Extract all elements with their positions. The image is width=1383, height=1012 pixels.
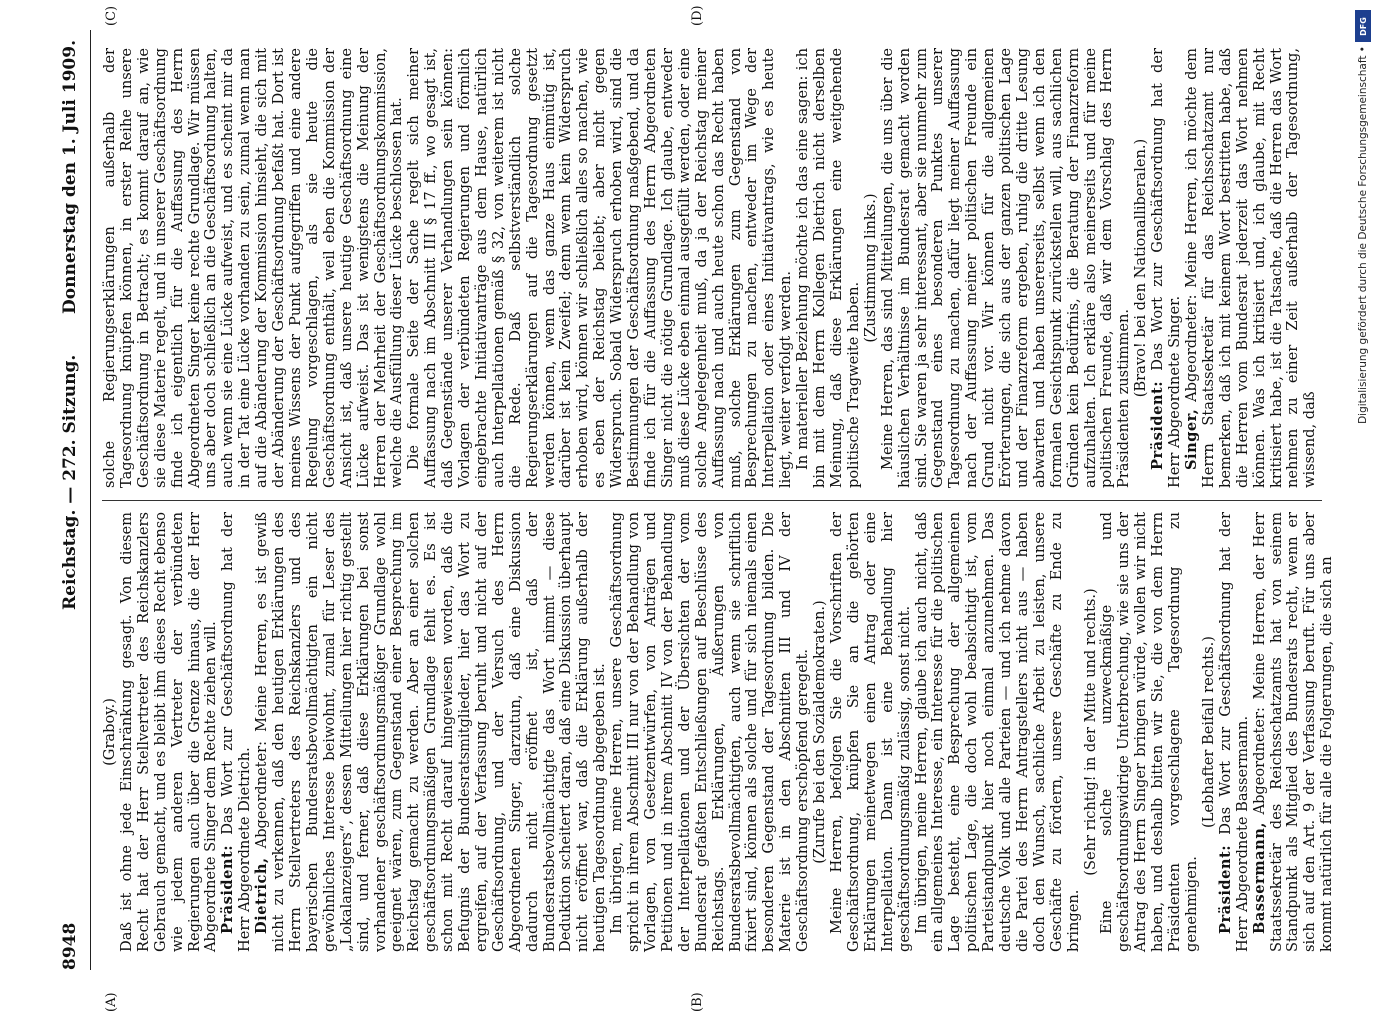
paragraph bbox=[1150, 48, 1184, 488]
paragraph bbox=[812, 512, 829, 952]
paragraph-text: solche Regierungserklärungen außerhalb der Tagesordnung knüpfen können, in erster Reihe unsere Geschäftsordnung in Betracht; es kommt darauf an, wie sie diese Materie regelt, und in unserer Geschäftsordnung finde ich eigentlich für die Auffassung des Herrn Abgeordneten Singer keine rechte Grundlage. Wir müssen uns aber doch schließlich an die Geschäftsordnung halten, auch wenn sie eine Lücke aufweist, und es scheint mir da in der Tat eine Lücke vorhanden zu sein, zumal wenn man auf die Abänderung der Kommission hinsieht, die sich mit der Abänderung der Geschäftsordnung befaßt hat. Dort ist meines Wissens der Punkt aufgegriffen und eine andere Regelung vorgeschlagen, als sie heute die Geschäftsordnung enthält, weil eben die Kommission der Ansicht ist, daß unsere heutige Geschäftsordnung eine Lücke aufweist. Das ist wenigstens die Meinung der Herren der Mehrheit der Geschäftsordnungskommission, welche die Ausfüllung dieser Lücke beschlossen hat. bbox=[101, 48, 406, 488]
dfg-credit-text: Digitalisierung gefördert durch die Deutsche Forschungsgemeinschaft • bbox=[1357, 46, 1369, 424]
right-text-column bbox=[102, 48, 1332, 488]
paragraph-text: Im übrigen, meine Herren, unsere Geschäftsordnung spricht in ihrem Abschnitt III nur von der Behandlung von Vorlagen, von Gesetzentwürfen, von Anträgen und Petitionen und in ihrem Abschnitt IV von der Behandlung der Interpellationen und der Übersichten der vom Bundesrat gefaßten Entschließungen auf Beschlüsse des Reichstags. Erklärungen, Äußerungen von Bundesratsbevollmächtigten, auch wenn sie schriftlich fixiert sind, können als solche und für sich niemals einen besonderen Gegenstand der Tagesordnung bilden. Die Materie ist in den Abschnitten III und IV der Geschäftsordnung erschöpfend geregelt. bbox=[608, 512, 812, 952]
paragraph bbox=[1083, 512, 1100, 952]
paragraph bbox=[119, 512, 220, 952]
paragraph bbox=[220, 512, 254, 952]
paragraph bbox=[863, 48, 880, 488]
paragraph-text: Meine Herren, befolgen Sie die Vorschriften der Geschäftsordnung, knüpfen Sie an die gehörten Erklärungen meinetwegen einen Antrag oder eine Interpellation. Dann ist eine Behandlung hier geschäftsordnungsmäßig zulässig, sonst nicht. bbox=[827, 512, 913, 952]
speaker-name: Dietrich, bbox=[253, 857, 271, 934]
margin-marker-d: (D) bbox=[690, 5, 705, 26]
paragraph bbox=[254, 512, 609, 952]
paragraph bbox=[1133, 48, 1150, 488]
paragraph-text: Das Wort zur Geschäftsordnung hat der Herr Abgeordnete Dietrich. bbox=[219, 512, 254, 952]
speaker-name: Präsident: bbox=[1149, 380, 1167, 470]
paragraph-text: (Sehr richtig! in der Mitte und rechts.) bbox=[1081, 588, 1099, 876]
paragraph bbox=[406, 48, 795, 488]
dfg-stamp bbox=[1352, 6, 1374, 996]
paragraph-text: (Lebhafter Beifall rechts.) bbox=[1199, 636, 1217, 828]
paragraph-text: Meine Herren, das sind Mitteilungen, die uns über die häuslichen Verhältnisse im Bundesrat gemacht worden sind. Sie waren ja sehr interessant, aber sie nunmehr zum Gegenstand eines besonderen Punktes unserer Tagesordnung zu machen, dafür liegt meiner Auffassung nach der Auffassung meiner politischen Freunde ein Grund nicht vor. Wir können für die allgemeinen Erörterungen, die sich aus der ganzen politischen Lage und der Finanzreform ergeben, ruhig die dritte Lesung abwarten und haben unsererseits, selbst wenn ich den formalen Gesichtspunkt zurückstellen will, aus sachlichen Gründen kein Bedürfnis, die Beratung der Finanzreform aufzuhalten. Ich erkläre also meinerseits und für meine politischen Freunde, daß wir dem Vorschlag des Herrn Präsidenten zustimmen. bbox=[878, 48, 1133, 488]
paragraph-text: Abgeordneter: Meine Herren, ich möchte dem Herrn Staatssekretär für das Reichsschatzamt nur bemerken, daß ich mit keinem Wort bestritten habe, daß die Herren vom Bundesrat jederzeit das Wort nehmen können. Was ich kritisiert und, ich glaube, mit Recht kritisiert habe, ist die Tatsache, daß die Herren das Wort nehmen zu einer Zeit außerhalb der Tagesordnung, wissend, daß bbox=[1183, 48, 1319, 488]
paragraph-text: In materieller Beziehung möchte ich das eine sagen: ich bin mit dem Herrn Kollegen Dietrich nicht derselben Meinung, daß diese Erklärungen eine weitgehende politische Tragweite haben. bbox=[794, 48, 862, 488]
paragraph bbox=[795, 48, 863, 488]
paragraph bbox=[1218, 512, 1252, 952]
paragraph bbox=[880, 48, 1134, 488]
session-title: Reichstag. — 272. Sitzung. bbox=[60, 354, 80, 610]
session-date: Donnerstag den 1. Juli 1909. bbox=[60, 40, 80, 314]
margin-marker-c: (C) bbox=[104, 5, 119, 26]
dfg-logo-text: DFG bbox=[1358, 16, 1368, 36]
paragraph bbox=[609, 512, 812, 952]
paragraph-text: (Bravo! bei den Nationalliberalen.) bbox=[1132, 138, 1150, 398]
paragraph bbox=[829, 512, 914, 952]
margin-marker-b: (B) bbox=[690, 992, 705, 1012]
paragraph bbox=[1201, 512, 1218, 952]
column-divider bbox=[102, 500, 1322, 501]
paragraph-text: Das Wort zur Geschäftsordnung hat der Herr Abgeordnete Bassermann. bbox=[1216, 512, 1251, 952]
paragraph-text: (Graboy.) bbox=[101, 698, 118, 766]
running-header bbox=[50, 30, 91, 970]
speaker-name: Präsident: bbox=[219, 844, 237, 934]
page-number: 8948 bbox=[60, 922, 80, 970]
paragraph-text: Abgeordneter: Meine Herren, es ist gewiß nicht zu verkennen, daß den heutigen Erklärungen des Herrn Stellvertreters des Reichskanzlers und des bayerischen Bundesratsbevollmächtigten ein nicht gewöhnliches Interesse beiwohnt, zumal für Leser des „Lokalanzeigers“, dessen Mitteilungen hier richtig gestellt sind, und ferner, daß diese Erklärungen bei sonst vorhandener geschäftsordnungsmäßiger Grundlage wohl geeignet wären, zum Gegenstand einer Besprechung im Reichstag gemacht zu werden. Aber an einer solchen geschäftsordnungsmäßigen Grundlage fehlt es. Es ist schon mit Recht darauf hingewiesen worden, daß die Befugnis der Bundesratsmitglieder, hier das Wort zu ergreifen, auf der Verfassung beruht und nicht auf der Geschäftsordnung, und der Versuch des Herrn Abgeordneten Singer, darzutun, daß eine Diskussion dadurch nicht eröffnet ist, daß der Bundesratsbevollmächtigte das Wort nimmt — diese Deduktion scheitert daran, daß eine Diskussion überhaupt nicht eröffnet war, daß die Erklärung außerhalb der heutigen Tagesordnung abgegeben ist. bbox=[253, 512, 609, 952]
paragraph-text: Daß ist ohne jede Einschränkung gesagt. Von diesem Recht hat der Herr Stellvertreter des Reichskanzlers Gebrauch gemacht, und es bleibt ihm dieses Recht ebenso wie jedem anderen Vertreter der verbündeten Regierungen auch über die Grenze hinaus, die der Herr Abgeordnete Singer dem Rechte ziehen will. bbox=[117, 512, 220, 952]
paragraph bbox=[1099, 512, 1200, 952]
paragraph bbox=[102, 48, 406, 488]
paragraph bbox=[1252, 512, 1337, 952]
paragraph-text: (Zurufe bei den Sozialdemokraten.) bbox=[811, 600, 829, 864]
speaker-name: Singer, bbox=[1183, 408, 1200, 470]
paragraph-text: Im übrigen, meine Herren, glaube ich auch nicht, daß ein allgemeines Interesse, ein Interesse für die politischen Lage besteht, eine Besprechung der allgemeinen politischen Lage, die doch wohl beabsichtigt ist, vom Parteistandpunkt hier noch einmal anzunehmen. Das deutsche Volk und alle Parteien — und ich nehme davon die Partei des Herrn Antragstellers nicht aus — haben doch den Wunsch, sachliche Arbeit zu leisten, unsere Geschäfte zu fördern, unsere Geschäfte zu Ende zu bringen. bbox=[912, 512, 1082, 952]
rotated-page-content bbox=[50, 5, 1340, 1012]
paragraph bbox=[914, 512, 1083, 952]
paragraph-text: Eine solche unzweckmäßige und geschäftsordnungswidrige Unterbrechung, wie sie uns der Antrag des Herrn Singer bringen würde, wollen wir nicht haben, und deshalb bitten wir Sie, die von dem Herrn Präsidenten vorgeschlagene Tagesordnung zu genehmigen. bbox=[1098, 512, 1200, 952]
left-text-column bbox=[101, 512, 1336, 952]
paragraph bbox=[102, 512, 119, 952]
paragraph-text: Die formale Seite der Sache regelt sich meiner Auffassung nach im Abschnitt III § 17 ff., wo gesagt ist, daß Gegenstände unserer Verhandlungen sein können: Vorlagen der verbündeten Regierungen und förmlich eingebrachte Initiativanträge aus dem Hause, natürlich auch Interpellationen gemäß § 32, von weiterem ist nicht die Rede. Daß selbstverständlich solche Regierungserklärungen auf die Tagesordnung gesetzt werden können, wenn das ganze Haus einmütig ist, darüber ist kein Zweifel; denn wenn kein Widerspruch erhoben wird, können wir schließlich alles so machen, wie es eben der Reichstag beliebt; aber nicht gegen Widerspruch. Sobald Widerspruch erhoben wird, sind die Bestimmungen der Geschäftsordnung maßgebend, und da finde ich für die Auffassung des Herrn Abgeordneten Singer nicht die nötige Grundlage. Ich glaube, entweder muß diese Lücke eben einmal ausgefüllt werden, oder eine solche Angelegenheit muß, da ja der Reichstag meiner Auffassung nach und auch heute schon das Recht haben muß, solche Erklärungen zum Gegenstand von Besprechungen zu machen, entweder im Wege der Interpellation oder eines Initiativantrags, wie es heute liegt, weiter verfolgt werden. bbox=[405, 48, 795, 488]
speaker-name: Präsident: bbox=[1216, 844, 1234, 934]
paragraph bbox=[1184, 48, 1319, 488]
margin-marker-a: (A) bbox=[104, 992, 119, 1012]
paragraph-text: Abgeordneter: Meine Herren, der Herr Staatssekretär des Reichsschatzamts hat von seinem Standpunkt als Mitglied des Bundesrats recht, wenn er sich auf den Art. 9 der Verfassung beruft. Für uns aber kommt natürlich für alle die Folgerungen, die sich an bbox=[1250, 512, 1336, 952]
paragraph-text: Das Wort zur Geschäftsordnung hat der Herr Abgeordnete Singer. bbox=[1149, 48, 1184, 488]
paragraph-text: (Zustimmung links.) bbox=[861, 193, 879, 343]
speaker-name: Bassermann, bbox=[1250, 822, 1268, 934]
